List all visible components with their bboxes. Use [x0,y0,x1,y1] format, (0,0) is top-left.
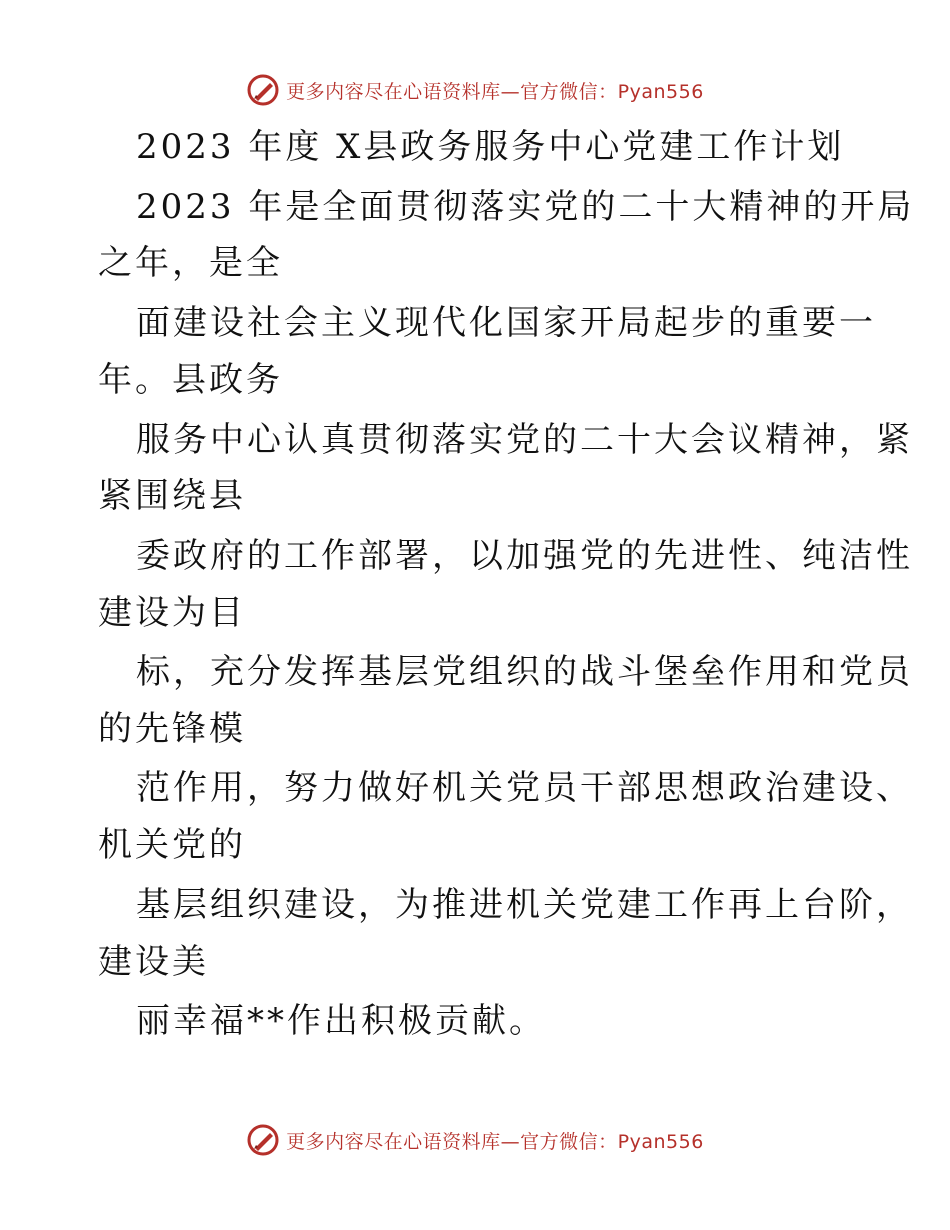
document-line: 标，充分发挥基层党组织的战斗堡垒作用和党员 [136,652,913,692]
pen-logo-icon [246,73,280,107]
header-banner-text: 更多内容尽在心语资料库—官方微信：Pyan556 [286,80,704,103]
document-line: 的先锋模 [98,709,246,749]
document-line: 丽幸福**作出积极贡献。 [136,1001,546,1041]
document-line: 年。县政务 [98,360,283,400]
document-line: 委政府的工作部署，以加强党的先进性、纯洁性 [136,536,913,576]
document-line: 服务中心认真贯彻落实党的二十大会议精神，紧 [136,420,913,460]
pen-logo-icon [246,1123,280,1157]
document-line: 基层组织建设，为推进机关党建工作再上台阶， [136,885,913,925]
footer-banner-text: 更多内容尽在心语资料库—官方微信：Pyan556 [286,1130,704,1153]
document-line: 紧围绕县 [98,476,246,516]
footer-banner [0,1120,950,1160]
document-title: 2023 年度 X县政务服务中心党建工作计划 [136,127,845,167]
document-line: 范作用，努力做好机关党员干部思想政治建设、 [136,768,913,808]
document-line: 机关党的 [98,825,246,865]
document-line: 建设美 [98,942,209,982]
document-line: 2023 年是全面贯彻落实党的二十大精神的开局 [136,187,915,227]
document-line: 之年，是全 [98,243,283,283]
document-line: 建设为目 [98,593,246,633]
document-line: 面建设社会主义现代化国家开局起步的重要一 [136,303,876,343]
header-banner [0,70,950,110]
